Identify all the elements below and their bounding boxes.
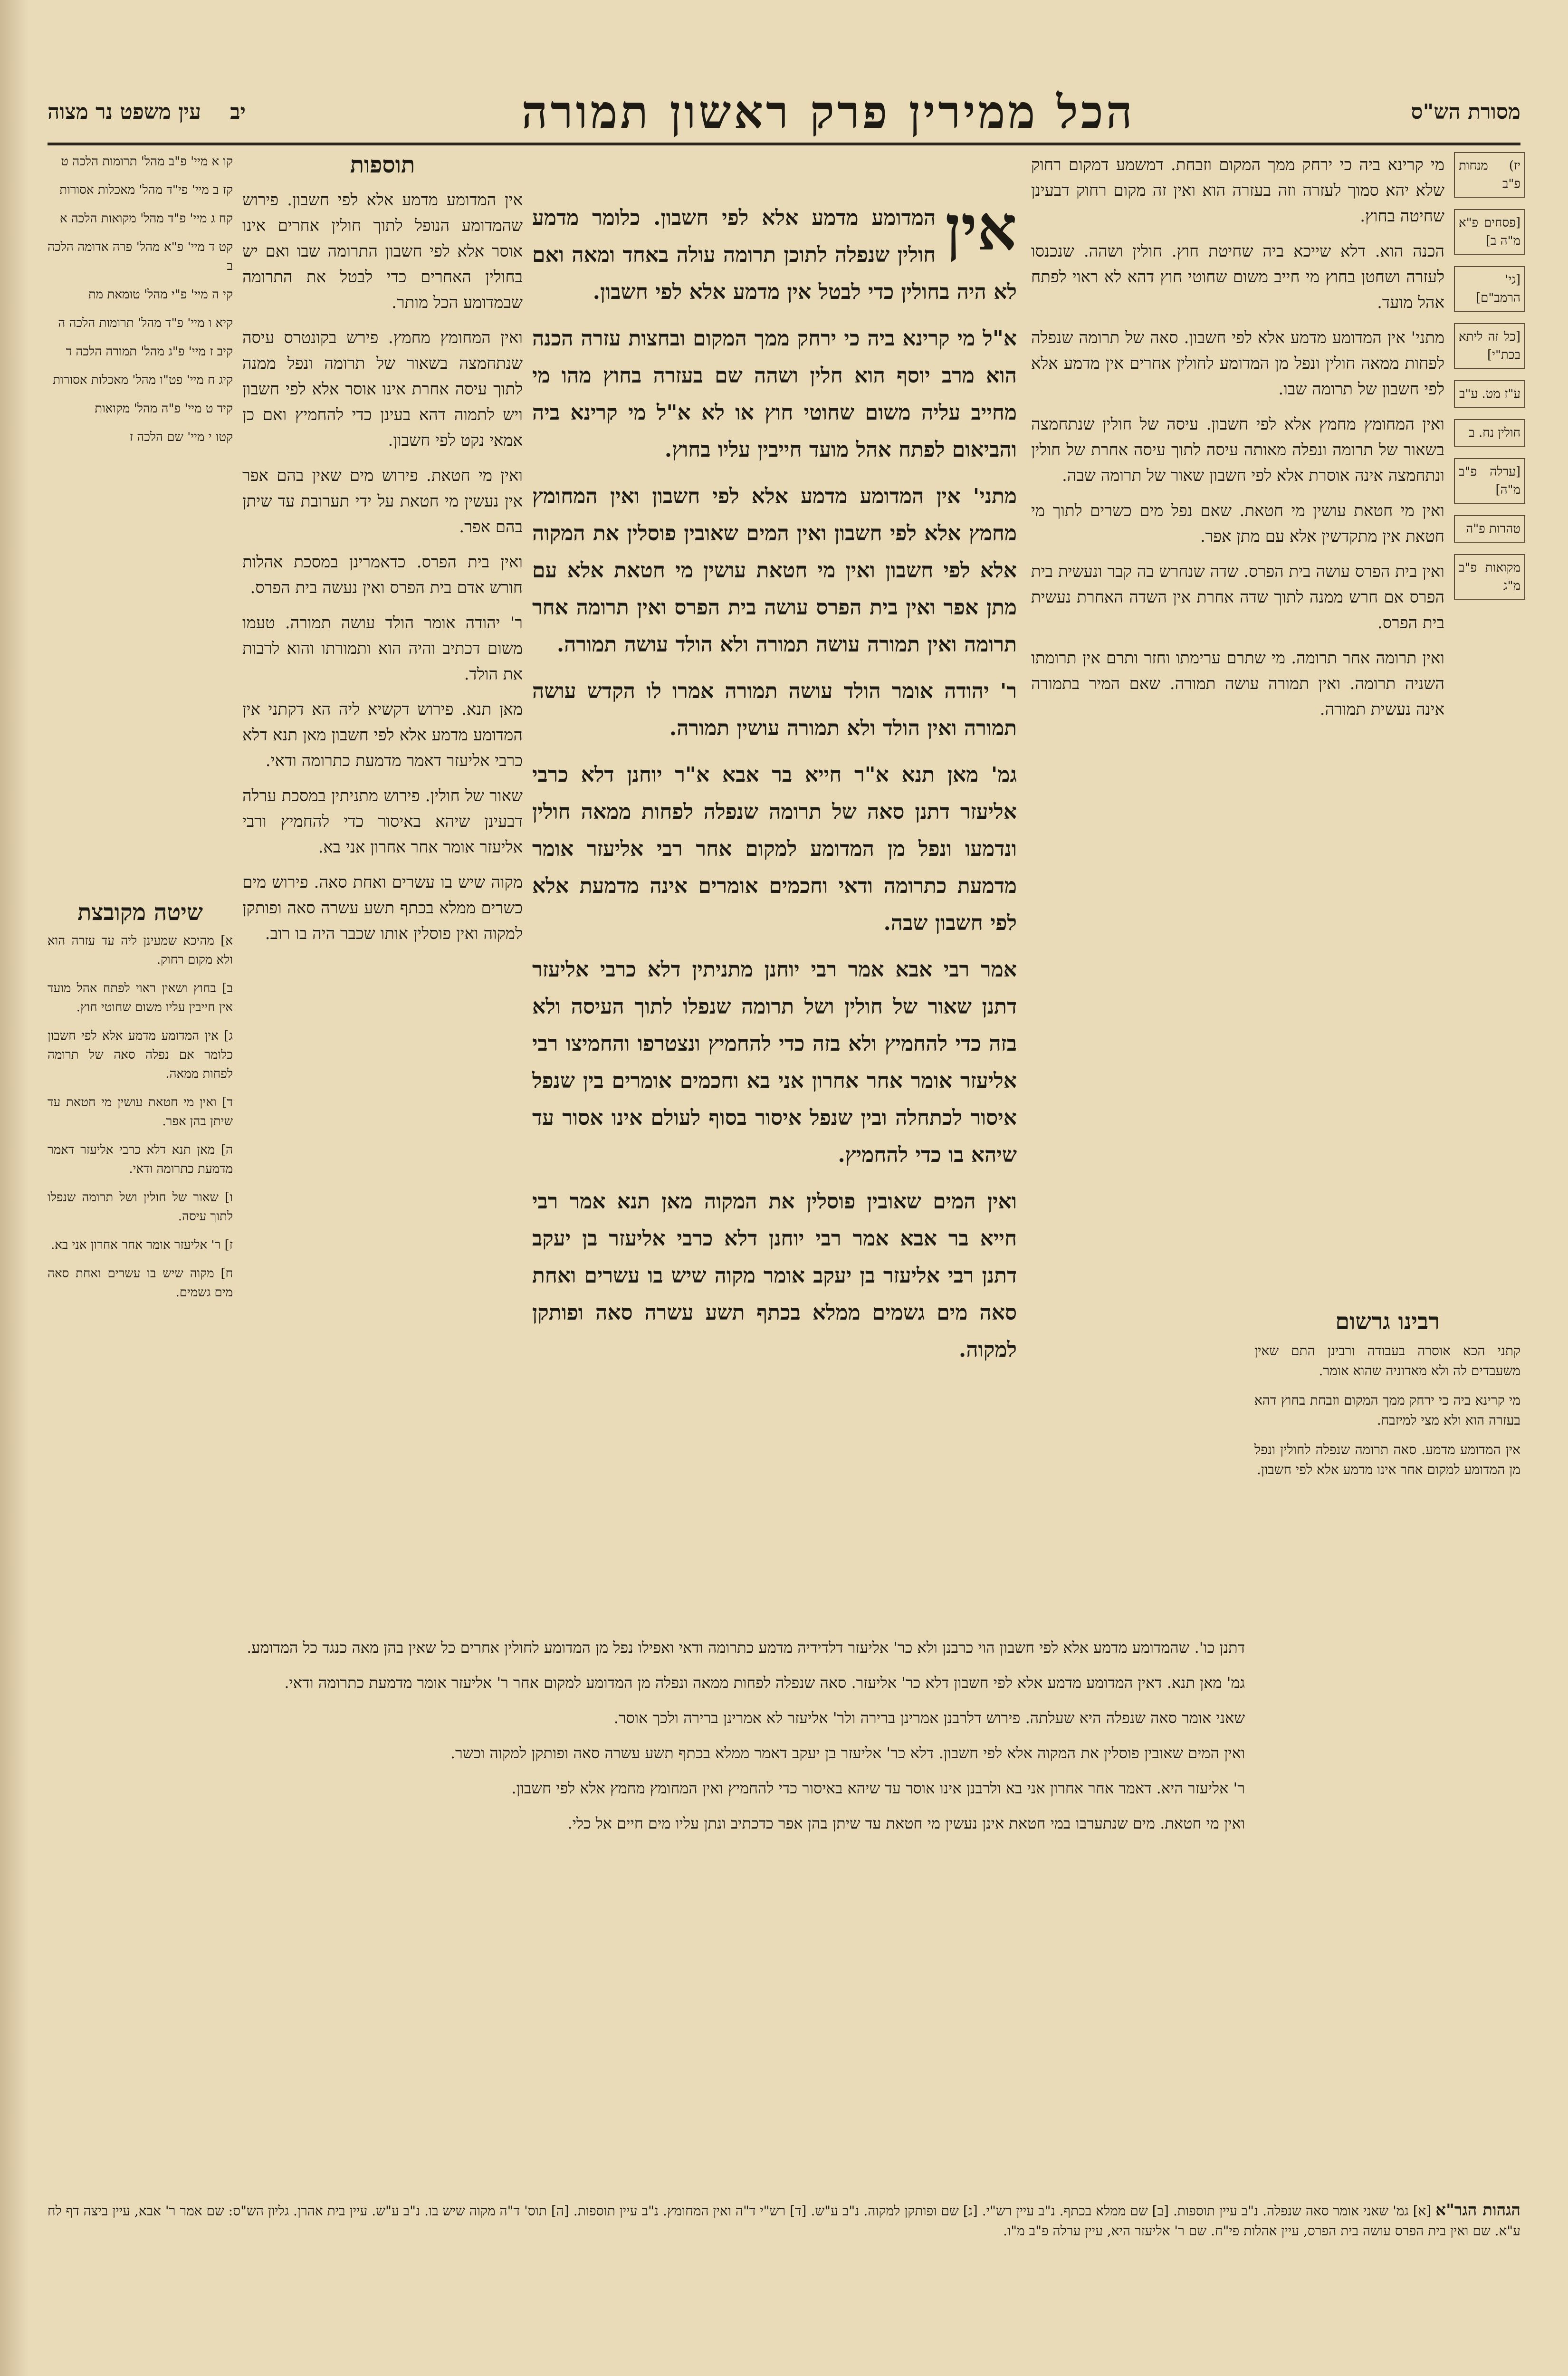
ein-mishpat-entry: קיא ו מיי' פ"ד מהל' תרומות הלכה ה — [58, 316, 233, 330]
shita-mekubetzet-entry: ז] ר' אליעזר אומר אחר אחרון אני בא. — [51, 1238, 233, 1252]
margin-ref: [גי' הרמב"ם] — [1454, 266, 1525, 312]
shita-mekubetzet-entry: ו] שאור של חולין ושל תרומה שנפלו לתוך עיסה. — [48, 1190, 233, 1224]
header-masoret-hashas: מסורת הש"ס — [1411, 99, 1520, 124]
ein-mishpat-entry: קיד ט מיי' פ"ה מהל' מקואות — [95, 402, 233, 416]
header-title: הכל ממירין פרק ראשון תמורה — [521, 85, 1135, 139]
shita-mekubetzet-entry: ח] מקוה שיש בו עשרים ואחת סאה מים גשמים. — [48, 1266, 233, 1300]
gemara-paragraph: מתני' אין המדומע מדמע אלא לפי חשבון ואין המחומץ מחמץ אלא לפי חשבון ואין המים שאובין פוסלין את המקוה אלא לפי חשבון ואין מי חטאת עושין מי חטאת אלא עם מתן אפר ואין בית הפרס עושה בית הפרס ואין תרומה אחר תרומה ואין תמורה עושה תמורה ולא הולד עושה תמורה. — [532, 484, 1017, 657]
ein-mishpat-entry: קיב ז מיי' פ"ג מהל' תמורה הלכה ד — [66, 345, 233, 359]
footer-text: [א] גמ' שאני אומר סאה שנפלה. נ"ב עיין תוספות. [ב] שם ממלא בכתף. נ"ב עיין רש"י. [ג] שם ופותקן למקוה. נ"ב ע"ש. [ד] רש"י ד"ה ואין המחומץ. נ"ב עיין תוספות. [ה] תוס' ד"ה מקוה שיש בו. נ"ב ע"ש. עיין בית אהרן. גליון הש"ס: שם אמר ר' אבא, עיין ביצה דף לח ע"א. שם ואין בית הפרס עושה בית הפרס, עיין אהלות פי"ח. שם ר' אליעזר היא, עיין ערלה פ"ב מ"ו. — [48, 2203, 1520, 2239]
shita-mekubetzet-margin — [48, 903, 233, 1749]
tosafot-paragraph: מאן תנא. פירוש דקשיא ליה הא דקתני אין המדומע מדמע אלא לפי חשבון מאן תנא דלא כרבי אליעזר דאמר מדמעת כתרומה ודאי. — [242, 700, 523, 770]
ein-mishpat-entry: קח ג מיי' פ"ד מהל' מקואות הלכה א — [59, 211, 233, 226]
rashi-paragraph: הכנה הוא. דלא שייכא ביה שחיטת חוץ. חולין ושהה. שנכנסו לעזרה ושחטן בחוץ מי חייב משום שחוטי חוץ דהא לא ראוי לפתח אהל מועד. — [1031, 242, 1444, 312]
masoret-hashas-margin — [1454, 152, 1525, 770]
header-rule — [48, 143, 1520, 145]
tosafot-paragraph: ואין מי חטאת. פירוש מים שאין בהם אפר אין נעשין מי חטאת על ידי תערובת עד שיתן בהם אפר. — [242, 466, 523, 537]
margin-ref: יז) מנחות פ"ב — [1454, 152, 1525, 198]
tosafot-paragraph: שאור של חולין. פירוש מתניתין במסכת ערלה דבעינן שיהא באיסור כדי להחמיץ ורבי אליעזר אומר אחר אחרון אני בא. — [242, 786, 523, 857]
gemara-paragraph: א"ל מי קרינא ביה כי ירחק ממך המקום ובחצות עזרה הכנה הוא מרב יוסף הוא חלין ושהה שם בעזרה בחוץ מהו מי מחייב עליה משום שחוטי חוץ או לא א"ל מי קרינא ביה והביאום לפתח אהל מועד חייבין עליו בחוץ. — [532, 326, 1017, 462]
gemara-paragraph: אמר רבי אבא אמר רבי יוחנן מתניתין דלא כרבי אליעזר דתנן שאור של חולין ושל תרומה שנפלו לתוך העיסה ולא בזה כדי להחמיץ ולא בזה כדי להחמיץ ונצטרפו והחמיצו רבי אליעזר אומר אחר אחרון אני בא וחכמים אומרים בין שנפל איסור לכתחלה ובין שנפל איסור בסוף לעולם אינו אסור עד שיהא בו כדי להחמיץ. — [532, 958, 1017, 1167]
shita-mekubetzet-entry: ב] בחוץ ושאין ראוי לפתח אהל מועד אין חייבין עליו משום שחוטי חוץ. — [48, 981, 233, 1015]
margin-ref: מקואות פ"ב מ"ג — [1454, 554, 1525, 600]
header-ein-mishpat — [48, 100, 246, 124]
header-ein-mishpat-label: עין משפט נר מצוה — [48, 99, 201, 124]
commentary-paragraph: גמ' מאן תנא. דאין המדומע מדמע אלא לפי חשבון דלא כר' אליעזר. סאה שנפלה לפחות ממאה ונפלה מן המדומע למקום אחר ר' אליעזר אומר מדמעת כתרומה ודאי. — [284, 1674, 1245, 1692]
gemara-paragraph: המדומע מדמע אלא לפי חשבון. כלומר מדמע חולין שנפלה לתוכן תרומה עולה באחד ומאה ואם לא היה בחולין כדי לבטל אין מדמע אלא לפי חשבון. — [532, 206, 1017, 304]
ein-mishpat-entry: קט ד מיי' פ"א מהל' פרה אדומה הלכה ב — [48, 240, 233, 273]
margin-ref: ע"ז מט. ע"ב — [1454, 380, 1525, 408]
commentary-paragraph: ואין המים שאובין פוסלין את המקוה אלא לפי חשבון. דלא כר' אליעזר בן יעקב דאמר ממלא בכתף תשע עשרה סאה ופותקן למקוה וכשר. — [450, 1744, 1245, 1762]
rashi-paragraph: ואין מי חטאת עושין מי חטאת. שאם נפל מים כשרים לתוך מי חטאת אין מתקדשין אלא עם מתן אפר. — [1031, 501, 1444, 546]
margin-ref: [פסחים פ"א מ"ה ב] — [1454, 209, 1525, 255]
tosafot-paragraph: מקוה שיש בו עשרים ואחת סאה. פירוש מים כשרים ממלא בכתף תשע עשרה סאה ופותקן למקוה ואין פוסלין אותו שכבר היה בו רוב. — [242, 873, 523, 943]
opening-word: אין — [945, 200, 1017, 264]
rabbenu-gershom-paragraph: קתני הכא אוסרה בעבודה ורבינן התם שאין משעבדים לה ולא מאדוניה שהוא אומר. — [1254, 1343, 1520, 1379]
tosafot-paragraph: ר' יהודה אומר הולד עושה תמורה. טעמו משום דכתיב והיה הוא ותמורתו והוא לרבות את הולד. — [242, 613, 523, 684]
ein-mishpat-entry: קיג ח מיי' פט"ו מהל' מאכלות אסורות — [53, 373, 233, 387]
rashi-paragraph: ואין תרומה אחר תרומה. מי שתרם ערימתו וחזר ותרם אין תרומתו השניה תרומה. ואין תמורה עושה תמורה. שאם המיר בתמורה אינה נעשית תמורה. — [1031, 649, 1444, 719]
ein-mishpat-entry: קו א מיי' פ"ב מהל' תרומות הלכה ט — [61, 154, 233, 169]
commentary-paragraph: שאני אומר סאה שנפלה היא שעלתה. פירוש דלרבנן אמרינן ברירה ולר' אליעזר לא אמרינן ברירה ולכך אוסר. — [613, 1709, 1245, 1727]
shita-mekubetzet-title: שיטה מקובצת — [77, 903, 203, 926]
tosafot-paragraph: ואין המחומץ מחמץ. פירש בקונטרס עיסה שנתחמצה בשאור של תרומה ונפל ממנה לתוך עיסה אחרת אינו אוסר אלא לפי חשבון ויש לתמוה דהא בעינן כדי להחמיץ ואם כן אמאי נקט לפי חשבון. — [242, 328, 523, 450]
page-edge-shade-left — [0, 0, 29, 2376]
tosafot-title: תוספות — [350, 152, 415, 178]
tosafot-paragraph: אין המדומע מדמע אלא לפי חשבון. פירוש שהמדומע הנופל לתוך חולין אחרים אינו אוסר אלא לפי חשבון התרומה שבו ואם יש בחולין האחרים כדי לבטל את התרומה שבמדומע הכל מותר. — [242, 191, 523, 312]
shita-mekubetzet-entry: ה] מאן תנא דלא כרבי אליעזר דאמר מדמעת כתרומה ודאי. — [48, 1143, 233, 1176]
margin-ref: חולין נח. ב — [1454, 419, 1525, 447]
commentary-paragraph: ר' אליעזר היא. דאמר אחר אחרון אני בא ולרבנן אינו אוסר עד שיהא באיסור כדי להחמיץ ואין המחומץ מחמץ אלא לפי חשבון. — [511, 1779, 1245, 1797]
bottom-commentary — [242, 1635, 1245, 2200]
rashi-paragraph: מי קרינא ביה כי ירחק ממך המקום וזבחת. דמשמע דמקום רחוק שלא יהא סמוך לעזרה וזה בעזרה הוא ואין זה מקום רחוק דבעינן שחיטה בחוץ. — [1031, 155, 1444, 226]
ein-mishpat-margin — [48, 152, 233, 865]
tosafot-column — [242, 152, 523, 1625]
gemara-main-text — [532, 200, 1017, 1625]
commentary-paragraph: דתנן כו'. שהמדומע מדמע אלא לפי חשבון הוי כרבנן ולא כר' אליעזר דלדידיה מדמע כתרומה ודאי ואפילו נפל מן המדומע לחולין אחרים כל שאין בהן מאה כנגד כל המדומע. — [247, 1638, 1245, 1657]
rabbenu-gershom-paragraph: אין המדומע מדמע. סאה תרומה שנפלה לחולין ונפל מן המדומע למקום אחר אינו מדמע אלא לפי חשבון. — [1254, 1442, 1520, 1477]
footer-notes — [48, 2200, 1520, 2376]
gemara-paragraph: ואין המים שאובין פוסלין את המקוה מאן תנא אמר רבי חייא בר אבא אמר רבי יוחנן דלא כרבי אליעזר בן יעקב דתנן רבי אליעזר בן יעקב אומר מקוה שיש בו עשרים ואחת סאה מים גשמים ממלא בכתף תשע עשרה סאה ופותקן למקוה. — [532, 1189, 1017, 1362]
ein-mishpat-entry: קטו י מיי' שם הלכה ז — [129, 430, 233, 444]
ein-mishpat-entry: קי ה מיי' פ"י מהל' טומאת מת — [88, 287, 233, 302]
rabbenu-gershom-paragraph: מי קרינא ביה כי ירחק ממך המקום וזבחת בחוץ דהא בעזרה הוא ולא מצי למיזבח. — [1254, 1392, 1520, 1428]
footer-title: הגהות הגר"א — [1435, 2201, 1520, 2220]
rashi-paragraph: מתני' אין המדומע מדמע אלא לפי חשבון. סאה של תרומה שנפלה לפחות ממאה חולין ונפל מן המדומע לחולין אחרים אין מדמע אלא לפי חשבון של תרומה שבו. — [1031, 328, 1444, 399]
shita-mekubetzet-entry: ג] אין המדומע מדמע אלא לפי חשבון כלומר אם נפלה סאה של תרומה לפחות ממאה. — [48, 1029, 233, 1081]
gemara-paragraph: גמ' מאן תנא א"ר חייא בר אבא א"ר יוחנן דלא כרבי אליעזר דתנן סאה של תרומה שנפלה לפחות ממאה חולין ונדמעו ונפל מן המדומע למקום אחר רבי אליעזר אומר מדמעת כתרומה ודאי וחכמים אומרים אינה מדמעת אלא לפי חשבון שבה. — [532, 763, 1017, 935]
margin-ref: [ערלה פ"ב מ"ה] — [1454, 458, 1525, 504]
ein-mishpat-entry: קז ב מיי' פי"ד מהל' מאכלות אסורות — [59, 183, 233, 197]
rabbenu-gershom-title: רבינו גרשום — [1335, 1312, 1440, 1335]
rabbenu-gershom-column — [1254, 1312, 1520, 1787]
header-page-number: יב — [230, 99, 246, 124]
page-header — [48, 83, 1520, 140]
rashi-paragraph: ואין בית הפרס עושה בית הפרס. שדה שנחרש בה קבר ונעשית בית הפרס אם חרש ממנה לתוך שדה אחרת אין השדה האחרת נעשית בית הפרס. — [1031, 562, 1444, 632]
margin-ref: [כל זה ליתא בכת"י] — [1454, 323, 1525, 369]
gemara-paragraph: ר' יהודה אומר הולד עושה תמורה אמרו לו הקדש עושה תמורה ואין הולד ולא תמורה עושין תמורה. — [532, 679, 1017, 740]
shita-mekubetzet-entry: א] מהיכא שמעינן ליה עד עזרה הוא ולא מקום רחוק. — [48, 934, 233, 967]
margin-ref: טהרות פ"ה — [1454, 515, 1525, 543]
commentary-paragraph: ואין מי חטאת. מים שנתערבו במי חטאת אינן נעשין מי חטאת עד שיתן בהן אפר כדכתיב ונתן עליו מים חיים אל כלי. — [567, 1814, 1245, 1832]
rashi-paragraph: ואין המחומץ מחמץ אלא לפי חשבון. עיסה של חולין שנתחמצה בשאור של תרומה ונפלה מאותה עיסה לתוך עיסה אחרת של חולין ונתחמצה אינה אוסרת אלא לפי חשבון שאור של תרומה שבה. — [1031, 415, 1444, 485]
tosafot-paragraph: ואין בית הפרס. כדאמרינן במסכת אהלות חורש אדם בית הפרס ואין נעשה בית הפרס. — [242, 553, 523, 597]
shita-mekubetzet-entry: ד] ואין מי חטאת עושין מי חטאת עד שיתן בהן אפר. — [48, 1095, 233, 1129]
